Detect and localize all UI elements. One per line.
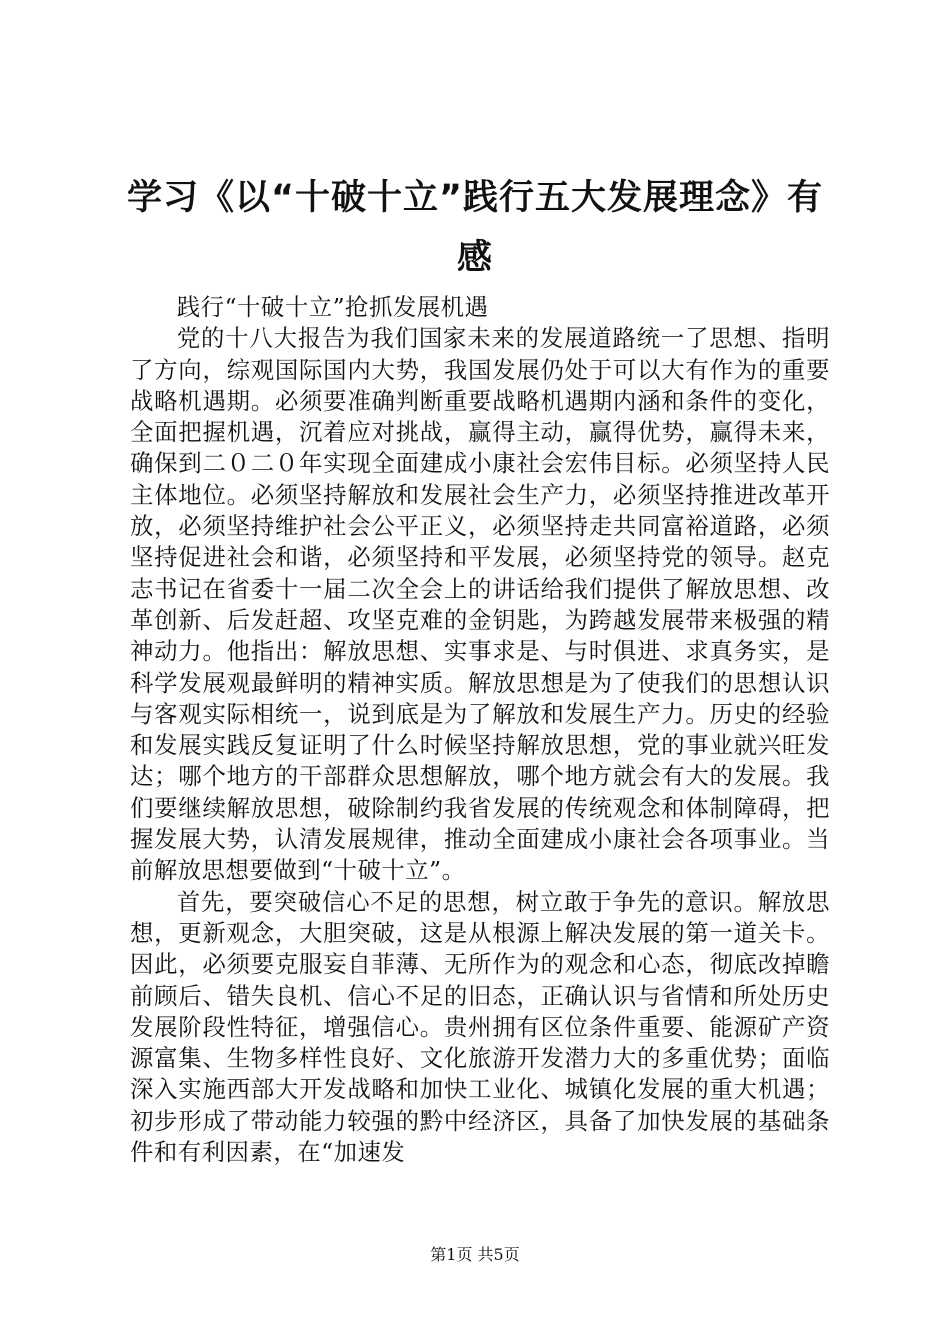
page-footer: 第1页 共5页 <box>430 1245 520 1264</box>
document-title <box>120 168 830 288</box>
document-body <box>130 292 830 1168</box>
subheading: 践行“十破十立”抢抓发展机遇 <box>176 293 489 321</box>
title-line-2: 感 <box>456 238 493 278</box>
paragraph-2: 首先，要突破信心不足的思想，树立敢于争先的意识。解放思想，更新观念，大胆突破，这是从根源上解决发展的第一道关卡。因此，必须要克服妄自菲薄、无所作为的观念和心态，彻底改掉瞻前顾后、错失良机、信心不足的旧态，正确认识与省情和所处历史发展阶段性特征，增强信心。贵州拥有区位条件重要、能源矿产资源富集、生物多样性良好、文化旅游开发潜力大的多重优势；面临深入实施西部大开发战略和加快工业化、城镇化发展的重大机遇；初步形成了带动能力较强的黔中经济区，具备了加快发展的基础条件和有利因素，在“加速发 <box>130 887 830 1167</box>
title-line-1: 学习《以“十破十立”践行五大发展理念》有 <box>126 178 823 218</box>
paragraph-1: 党的十八大报告为我们国家未来的发展道路统一了思想、指明了方向，综观国际国内大势，我国发展仍处于可以大有作为的重要战略机遇期。必须要准确判断重要战略机遇期内涵和条件的变化，全面把握机遇，沉着应对挑战，赢得主动，赢得优势，赢得未来，确保到二０二０年实现全面建成小康社会宏伟目标。必须坚持人民主体地位。必须坚持解放和发展社会生产力，必须坚持推进改革开放，必须坚持维护社会公平正义，必须坚持走共同富裕道路，必须坚持促进社会和谐，必须坚持和平发展，必须坚持党的领导。赵克志书记在省委十一届二次全会上的讲话给我们提供了解放思想、改革创新、后发赶超、攻坚克难的金钥匙，为跨越发展带来极强的精神动力。他指出：解放思想、实事求是、与时俱进、求真务实，是科学发展观最鲜明的精神实质。解放思想是为了使我们的思想认识与客观实际相统一，说到底是为了解放和发展生产力。历史的经验和发展实践反复证明了什么时候坚持解放思想，党的事业就兴旺发达；哪个地方的干部群众思想解放，哪个地方就会有大的发展。我们要继续解放思想，破除制约我省发展的传统观念和体制障碍，把握发展大势，认清发展规律，推动全面建成小康社会各项事业。当前解放思想要做到“十破十立”。 <box>130 324 830 885</box>
